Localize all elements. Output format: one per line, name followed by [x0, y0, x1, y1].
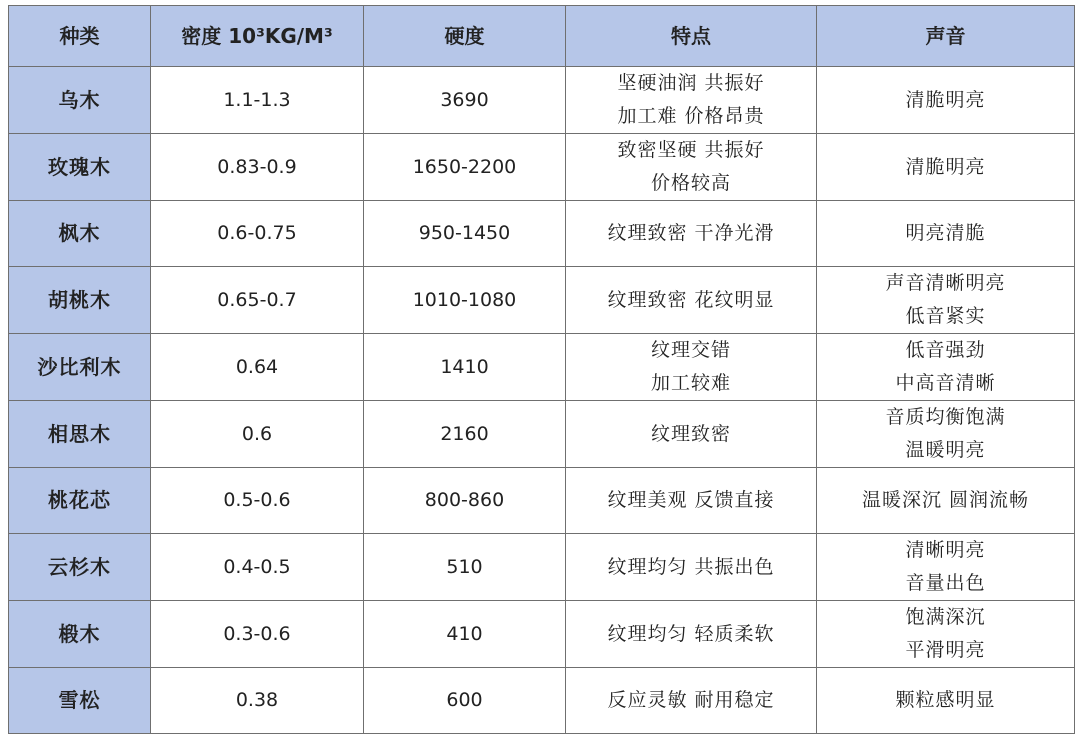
features-cell	[566, 67, 817, 134]
hardness-cell: 950-1450	[364, 201, 566, 267]
sound-line: 声音清晰明亮	[885, 272, 1006, 294]
hardness-cell: 1010-1080	[364, 267, 566, 334]
density-cell: 0.3-0.6	[151, 601, 364, 668]
sound-line: 中高音清晰	[895, 372, 996, 394]
feature-line: 纹理均匀 轻质柔软	[607, 622, 775, 645]
feature-line: 纹理美观 反馈直接	[607, 489, 775, 511]
wood-name-cell: 相思木	[9, 401, 151, 468]
sound-line: 音质均衡饱满	[885, 406, 1006, 428]
table-row	[9, 201, 1075, 267]
table-row	[9, 601, 1075, 668]
feature-line: 反应灵敏 耐用稳定	[607, 689, 775, 711]
wood-name-cell: 沙比利木	[9, 334, 151, 401]
density-cell: 0.4-0.5	[151, 534, 364, 601]
sound-cell	[817, 134, 1075, 201]
sound-line: 温暖明亮	[905, 439, 986, 461]
features-cell	[566, 534, 817, 601]
header-features: 特点	[566, 6, 817, 67]
density-cell: 0.64	[151, 334, 364, 401]
hardness-cell: 600	[364, 668, 566, 734]
feature-line: 纹理致密 干净光滑	[607, 222, 775, 244]
sound-line: 低音紧实	[905, 305, 986, 327]
feature-line: 纹理致密 花纹明显	[607, 288, 775, 311]
hardness-cell: 1410	[364, 334, 566, 401]
sound-cell	[817, 67, 1075, 134]
sound-line: 温暖深沉 圆润流畅	[861, 489, 1030, 511]
density-cell: 0.65-0.7	[151, 267, 364, 334]
hardness-cell: 2160	[364, 401, 566, 468]
feature-line: 价格较高	[650, 172, 731, 194]
wood-name-cell: 胡桃木	[9, 267, 151, 334]
hardness-cell: 510	[364, 534, 566, 601]
hardness-cell: 410	[364, 601, 566, 668]
density-cell: 0.38	[151, 668, 364, 734]
header-type: 种类	[9, 6, 151, 67]
density-cell: 0.6	[151, 401, 364, 468]
header-density: 密度 10³KG/M³	[151, 6, 364, 67]
header-row	[9, 6, 1075, 67]
sound-cell	[817, 201, 1075, 267]
feature-line: 加工难 价格昂贵	[617, 105, 765, 127]
wood-name-cell: 云杉木	[9, 534, 151, 601]
sound-cell	[817, 468, 1075, 534]
table-row	[9, 534, 1075, 601]
density-cell: 0.6-0.75	[151, 201, 364, 267]
wood-name-cell: 玫瑰木	[9, 134, 151, 201]
feature-line: 纹理交错	[650, 339, 731, 361]
sound-line: 音量出色	[905, 572, 986, 594]
sound-line: 清晰明亮	[905, 539, 986, 561]
table-row	[9, 468, 1075, 534]
wood-name-cell: 雪松	[9, 668, 151, 734]
wood-comparison-table	[8, 5, 1075, 734]
table-row	[9, 668, 1075, 734]
density-cell: 1.1-1.3	[151, 67, 364, 134]
sound-line: 清脆明亮	[905, 155, 986, 178]
sound-cell	[817, 334, 1075, 401]
header-sound: 声音	[817, 6, 1075, 67]
sound-line: 饱满深沉	[905, 606, 986, 628]
header-hardness: 硬度	[364, 6, 566, 67]
table-row	[9, 134, 1075, 201]
feature-line: 坚硬油润 共振好	[617, 72, 765, 94]
sound-cell	[817, 668, 1075, 734]
feature-line: 纹理均匀 共振出色	[607, 555, 775, 578]
hardness-cell: 1650-2200	[364, 134, 566, 201]
sound-line: 平滑明亮	[905, 639, 986, 661]
sound-cell	[817, 267, 1075, 334]
sound-cell	[817, 401, 1075, 468]
features-cell	[566, 267, 817, 334]
features-cell	[566, 668, 817, 734]
table-row	[9, 334, 1075, 401]
sound-line: 颗粒感明显	[895, 689, 996, 711]
features-cell	[566, 134, 817, 201]
density-cell: 0.83-0.9	[151, 134, 364, 201]
table-row	[9, 401, 1075, 468]
feature-line: 纹理致密	[650, 422, 731, 445]
table-row	[9, 67, 1075, 134]
feature-line: 致密坚硬 共振好	[617, 139, 765, 161]
table-row	[9, 267, 1075, 334]
hardness-cell: 3690	[364, 67, 566, 134]
sound-line: 低音强劲	[905, 339, 986, 361]
wood-name-cell: 乌木	[9, 67, 151, 134]
sound-cell	[817, 601, 1075, 668]
sound-line: 清脆明亮	[905, 88, 986, 111]
feature-line: 加工较难	[650, 372, 731, 394]
features-cell	[566, 468, 817, 534]
table-body	[9, 67, 1075, 734]
features-cell	[566, 334, 817, 401]
wood-name-cell: 枫木	[9, 201, 151, 267]
wood-name-cell: 桃花芯	[9, 468, 151, 534]
features-cell	[566, 401, 817, 468]
sound-line: 明亮清脆	[905, 222, 986, 244]
features-cell	[566, 601, 817, 668]
wood-name-cell: 椴木	[9, 601, 151, 668]
hardness-cell: 800-860	[364, 468, 566, 534]
features-cell	[566, 201, 817, 267]
sound-cell	[817, 534, 1075, 601]
density-cell: 0.5-0.6	[151, 468, 364, 534]
